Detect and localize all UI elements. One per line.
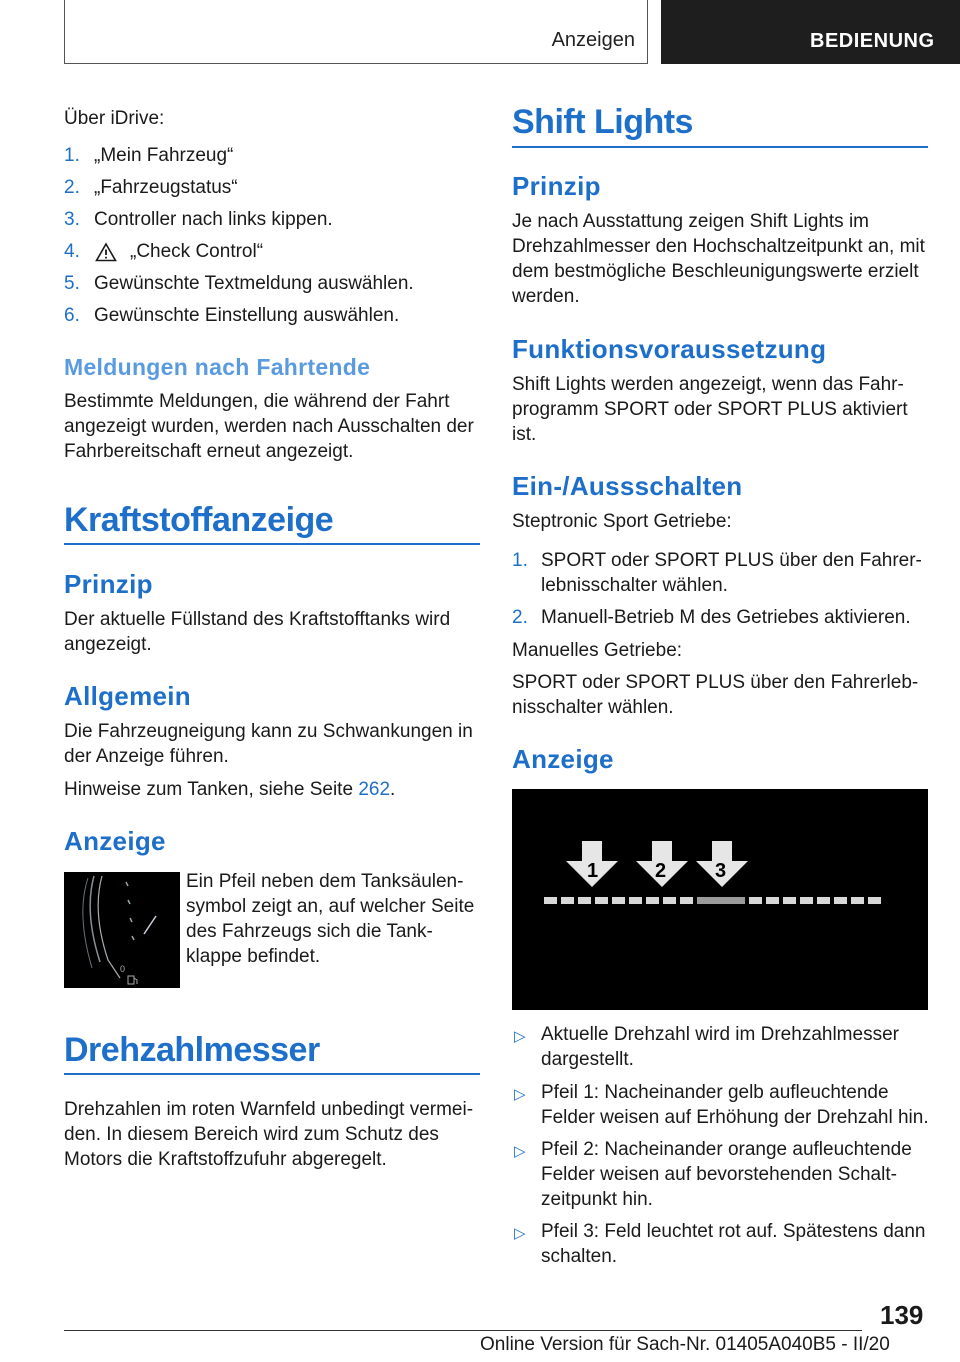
arrow-label: 2: [655, 860, 667, 882]
step-number: 6.: [64, 305, 80, 326]
footer-rule: [64, 1330, 862, 1331]
step-number: 1.: [512, 550, 528, 571]
step-number: 4.: [64, 241, 80, 262]
prinzip-line: Der aktuelle Füllstand des Kraftstofftanks wird: [64, 609, 451, 630]
prinzip-heading: Prinzip: [64, 569, 153, 599]
anzeige-heading: Anzeige: [64, 826, 166, 856]
manuell-line: SPORT oder SPORT PLUS über den Fahrerleb-: [512, 672, 919, 693]
page-link[interactable]: 262: [358, 779, 391, 800]
drehzahl-line: Motors die Kraftstoffzufuhr abgeregelt.: [64, 1149, 387, 1170]
step-number: 2.: [512, 607, 528, 628]
arrow-label: 3: [715, 860, 727, 882]
funktion-line: Shift Lights werden angezeigt, wenn das Fahr-: [512, 374, 904, 395]
prinzip-line: werden.: [512, 286, 580, 307]
heading-rule: [512, 146, 928, 148]
idrive-intro: Über iDrive:: [64, 108, 165, 129]
drehzahl-heading: Drehzahlmesser: [64, 1031, 320, 1069]
anzeige-heading: Anzeige: [512, 744, 614, 774]
bullet-line: schalten.: [541, 1246, 618, 1267]
step-text: „Fahrzeugstatus“: [94, 177, 238, 198]
steptronic-label: Steptronic Sport Getriebe:: [512, 511, 732, 532]
header-chapter-title: BEDIENUNG: [810, 30, 935, 52]
funktion-line: programm SPORT oder SPORT PLUS aktiviert: [512, 399, 908, 420]
anzeige-line: des Fahrzeugs sich die Tank-: [186, 921, 433, 942]
meldungen-line: Fahrbereitschaft erneut angezeigt.: [64, 441, 354, 462]
drehzahl-line: Drehzahlen im roten Warnfeld unbedingt vermei-: [64, 1099, 474, 1120]
shift-lights-image: [512, 789, 928, 1010]
header-section-tab: [64, 0, 648, 64]
heading-rule: [64, 543, 480, 545]
step-number: 3.: [64, 209, 80, 230]
bullet-line: Pfeil 3: Feld leuchtet rot auf. Spätestens dann: [541, 1221, 926, 1242]
step-text: „Check Control“: [130, 241, 264, 262]
prinzip-line: dem bestmögliche Beschleunigungswerte erzielt: [512, 261, 919, 282]
header-section-title: Anzeigen: [551, 29, 635, 51]
funktion-heading: Funktionsvoraussetzung: [512, 334, 827, 364]
bullet-line: Felder weisen auf bevorstehenden Schalt-: [541, 1164, 897, 1185]
meldungen-line: angezeigt wurden, werden nach Ausschalten der: [64, 416, 474, 437]
bullet-line: Aktuelle Drehzahl wird im Drehzahlmesser: [541, 1024, 899, 1045]
step-text: „Mein Fahrzeug“: [94, 145, 234, 166]
bullet-triangle-icon: ▷: [514, 1143, 526, 1160]
shift-lights-heading: Shift Lights: [512, 103, 693, 141]
arrow-label: 1: [587, 860, 599, 882]
header-chapter-tab: [661, 0, 960, 64]
step-number: 2.: [64, 177, 80, 198]
step-text: SPORT oder SPORT PLUS über den Fahrer-: [541, 550, 922, 571]
footer-text: Online Version für Sach-Nr. 01405A040B5 - II/20: [480, 1334, 890, 1355]
meldungen-line: Bestimmte Meldungen, die während der Fahrt: [64, 391, 450, 412]
manuell-label: Manuelles Getriebe:: [512, 640, 683, 661]
bullet-triangle-icon: ▷: [514, 1086, 526, 1103]
bullet-triangle-icon: ▷: [514, 1028, 526, 1045]
step-number: 1.: [64, 145, 80, 166]
step-text: Controller nach links kippen.: [94, 209, 333, 230]
bullet-line: Pfeil 1: Nacheinander gelb aufleuchtende: [541, 1082, 889, 1103]
bullet-triangle-icon: ▷: [514, 1225, 526, 1242]
prinzip-heading: Prinzip: [512, 171, 601, 201]
heading-rule: [64, 1073, 480, 1075]
fuel-gauge-image: [64, 872, 180, 988]
meldungen-heading: Meldungen nach Fahrtende: [64, 354, 371, 380]
anzeige-line: klappe befindet.: [186, 946, 321, 967]
ein-aus-heading: Ein-/Aussschalten: [512, 471, 743, 501]
bullet-line: Pfeil 2: Nacheinander orange aufleuchtende: [541, 1139, 912, 1160]
page-number: 139: [880, 1300, 924, 1330]
step-text: Gewünschte Textmeldung auswählen.: [94, 273, 414, 294]
drehzahl-line: den. In diesem Bereich wird zum Schutz des: [64, 1124, 439, 1145]
manuell-line: nisschalter wählen.: [512, 697, 674, 718]
funktion-line: ist.: [512, 424, 537, 445]
warning-triangle-icon: [95, 242, 117, 262]
prinzip-line: Drehzahlmesser den Hochschaltzeitpunkt an, mit: [512, 236, 925, 257]
bullet-line: zeitpunkt hin.: [541, 1189, 653, 1210]
allgemein-heading: Allgemein: [64, 681, 191, 711]
allgemein-line: Die Fahrzeugneigung kann zu Schwankungen in: [64, 721, 473, 742]
prinzip-line: Je nach Ausstattung zeigen Shift Lights im: [512, 211, 869, 232]
hinweis-text: Hinweise zum Tanken, siehe Seite 262.: [64, 779, 396, 800]
step-text: Manuell-Betrieb M des Getriebes aktivieren.: [541, 607, 911, 628]
step-text: Gewünschte Einstellung auswählen.: [94, 305, 400, 326]
step-number: 5.: [64, 273, 80, 294]
step-text: lebnisschalter wählen.: [541, 575, 728, 596]
bullet-line: dargestellt.: [541, 1049, 634, 1070]
svg-text:0: 0: [120, 964, 126, 974]
anzeige-line: symbol zeigt an, auf welcher Seite: [186, 896, 475, 917]
kraftstoff-heading: Kraftstoffanzeige: [64, 501, 334, 539]
prinzip-line: angezeigt.: [64, 634, 152, 655]
allgemein-line: der Anzeige führen.: [64, 746, 229, 767]
bullet-line: Felder weisen auf Erhöhung der Drehzahl hin.: [541, 1107, 929, 1128]
anzeige-line: Ein Pfeil neben dem Tanksäulen-: [186, 871, 464, 892]
